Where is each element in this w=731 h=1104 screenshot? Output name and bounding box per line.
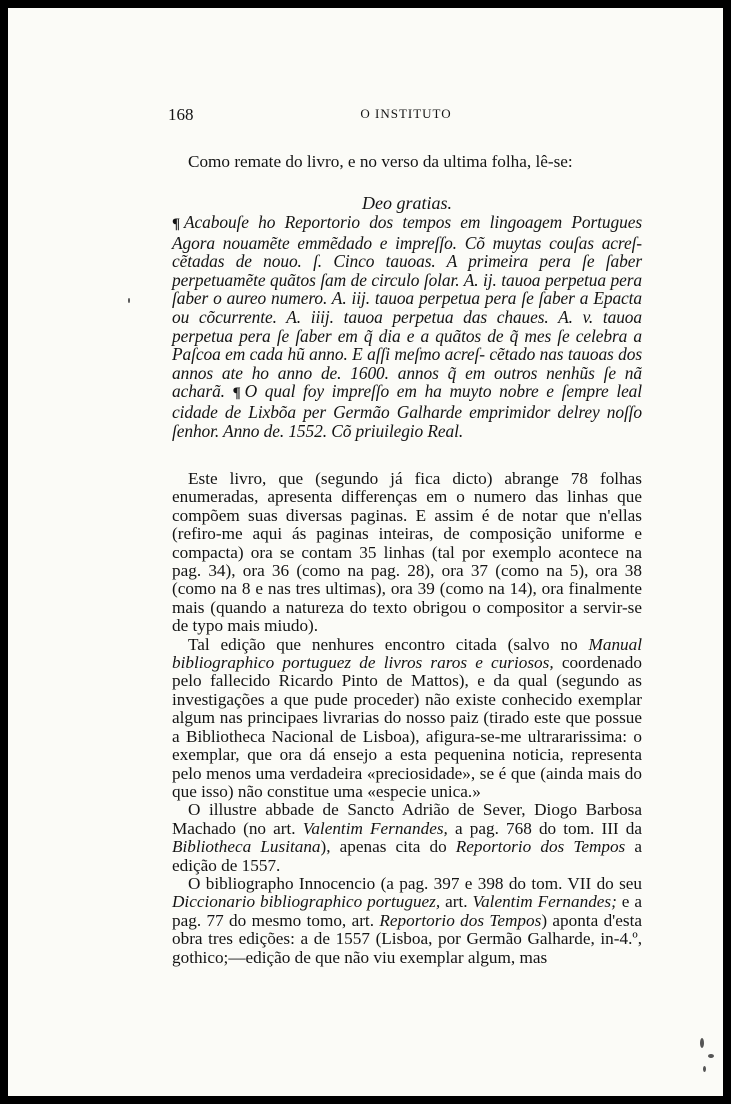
colophon-block [172,213,642,440]
paragraph-text: O bibliographo Innocencio (a pag. 397 e 398 do tom. VII do seu [188,873,642,893]
pilcrow-mark: ¶ [172,216,181,232]
scan-speck [703,1066,706,1072]
colophon-line: O qual foy impreſſo em ha muyto [244,381,492,402]
deo-gratias: Deo gratias. [362,193,452,213]
colophon-line: perpetuamẽte quãtos ſam de circulo ſolar. A. ij. tauoa perpetua [172,269,606,290]
italic-term: Diccionario bibliographico portuguez, [172,892,441,912]
colophon-line: Agora nouamẽte emmẽdado e impreſſo. Cõ muytas couſas acreſ- [172,232,642,253]
italic-term: Bibliotheca Lusitana [172,837,321,857]
colophon-line: pera ſaber o aureo numero. A. iij. tauoa perpetua pera ſe ſaber [172,269,642,309]
colophon-line: Real. [427,420,464,441]
colophon-line: cẽtadas de nouo. ſ. Cinco tauoas. A primeira pera ſe ſaber [172,251,642,272]
colophon-line: A. v. tauoa perpetua pera ſe ſaber em q̃ dia e a quãtos de q̃ [172,306,642,346]
book-title-italic: Manual bibliographico portuguez de livros raros e curiosos, [172,634,642,673]
italic-term: Reportorio dos Tempos [455,837,626,857]
paragraph-text: O illustre abbade de Sancto Adrião de Sever, Diogo Barbosa Machado (no art. [172,800,642,838]
colophon-line: emprimidor delrey noſſo ſenhor. Anno de. 1552. Cõ priuilegio [172,401,642,441]
page-number: 168 [168,105,194,124]
colophon-line: nobre e ſempre leal cidade de Lixbõa per Germão Galharde [172,381,643,422]
scan-speck [708,1054,714,1058]
running-title: O INSTITUTO [360,106,452,121]
paragraph-text: a pag. 768 do tom. III da [447,818,643,838]
colophon-line: mes ſe celebra a Paſcoa em cada hũ anno. E aſſi meſmo acreſ- [172,325,643,365]
paragraph-1: Este livro, que (segundo já fica dicto) abrange 78 folhas enumeradas, apresenta differenças em o numero das linhas que compõem suas diversas paginas. E assim é de notar que n'ellas (refiro-me aqui ás paginas inteiras, de composição uniforme e compacta) ora se contam 35 linhas (tal por exemplo acontece na pag. 34), ora 36 (como na pag. 28), ora 37 (como na 5), ora 38 (como na 8 e nas tres ultimas), ora 39 (como na 14), ora finalmente mais (quando a natureza do texto obrigou o compositor a servir-se de typo mais miudo). [172,469,642,636]
scan-speck [700,1038,704,1048]
italic-term: Reportorio dos Tempos [379,910,542,930]
scan-speck [128,298,130,303]
italic-term: Valentim Fernandes, [302,818,448,838]
colophon-line: outros nenhũs ſe nã acharã. [172,362,642,402]
paragraph-text: ) aponta d'esta obra tres edições: a de 1557 (Lisboa, por Germão Galharde, in-4.º, gothico;—edição de que não viu exemplar algum, mas [172,910,642,967]
page-header [168,104,644,134]
paragraph-text: Tal edição que nenhures encontro citada (salvo no [188,634,589,654]
paragraph-4 [172,875,642,967]
pilcrow-mark: ¶ [232,385,241,402]
paragraph-2 [172,636,642,802]
paragraph-text: coordenado pelo fallecido Ricardo Pinto de Mattos), e da qual (segundo as investigações a que pude proceder) não existe conhecido exemplar algum nas principaes livrarias do nosso paiz (tirado este que possue a Bibliotheca Nacional de Lisboa), afigura-se-me ultrararissima: o exemplar, que ora dá ensejo a esta pequenina noticia, representa pelo menos uma verdadeira «preciosidade», se é que (ainda mais do que isso) não constitue uma «especie unica.» [172,653,642,801]
paragraph-3 [172,801,642,875]
colophon-line: Acabouſe ho Reportorio dos tempos em lingoagem Portugues [184,212,642,232]
colophon-line: cẽtado nas tauoas dos annos ate ho anno de. 1600. annos q̃ em [172,344,643,383]
paragraph-text: e a pag. 77 do mesmo tomo, art. [172,892,642,930]
paragraph-text: ), apenas cita do [320,837,456,857]
italic-term: Valentim Fernandes; [472,892,617,912]
intro-line: Como remate do livro, e no verso da ultima folha, lê-se: [188,152,573,171]
document-page [8,8,723,1096]
colophon-line: a Epacta ou cõcurrente. A. iiij. tauoa perpetua das chaues. [172,288,642,327]
paragraph-text: a edição de 1557. [172,837,642,875]
body-text [172,470,642,967]
paragraph-text: art. [440,892,473,912]
